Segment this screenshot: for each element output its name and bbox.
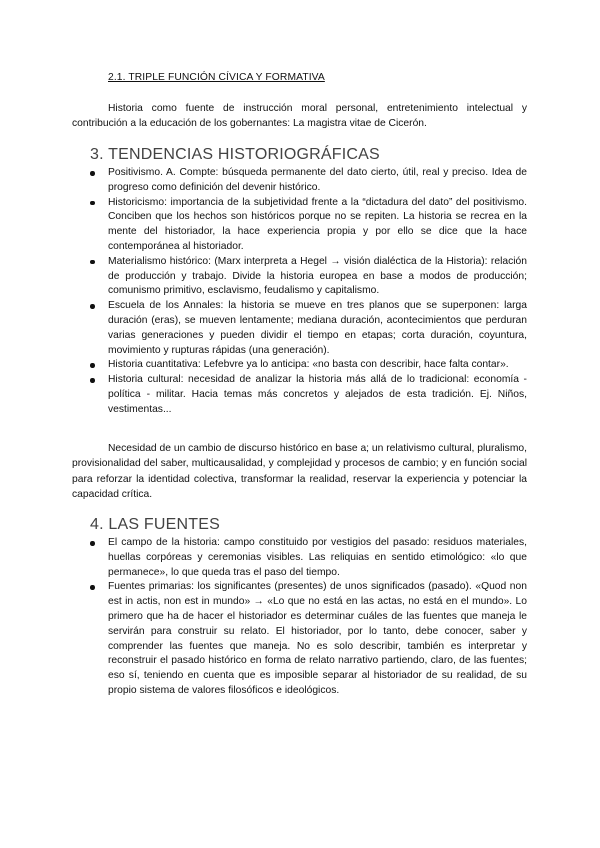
fuentes-list: [90, 536, 527, 699]
bullet-icon: [90, 363, 95, 368]
list-item: [90, 580, 527, 698]
list-item-text: Fuentes primarias: los significantes (presentes) de unos significados (pasado). «Quod non est in actis, non est in mundo» → «Lo que no está en las actas, no está en el mundo». Lo primero que ha de hacer el historiador es determinar cuáles de las fuentes que maneja le servirán para construir su relato. El historiador, por lo tanto, debe conocer, saber y comprender las fuentes que maneja. No es solo describir, también es interpretar y reconstruir el pasado histórico en forma de relato narrativo partiendo, claro, de las fuentes; eso sí, teniendo en cuenta que es imposible separar al historiador de su realidad, de su propio sistema de valores filosóficos e ideológicos.: [108, 581, 527, 696]
closing-paragraph: Necesidad de un cambio de discurso histórico en base a; un relativismo cultural, pluralismo, provisionalidad del saber, multicausalidad, y complejidad y procesos de cambio; y en función social para reforzar la identidad colectiva, transformar la realidad, reservar la experiencia y potenciar la capacidad crítica.: [72, 443, 527, 500]
list-item: [90, 196, 527, 255]
bullet-icon: [90, 201, 95, 206]
list-item-text: Escuela de los Annales: la historia se mueve en tres planos que se superponen: larga duración (eras), se mueven lentamente; mediana duración, acontecimientos que perduran varias generaciones y pueden dividir el tiempo en etapas; corta duración, coyuntura, movimiento y rupturas rápidas (una generación).: [108, 300, 527, 356]
section-heading-fuentes: 4. LAS FUENTES: [90, 516, 220, 533]
bullet-icon: [90, 304, 95, 309]
list-item: [90, 255, 527, 299]
tendencias-list: [90, 166, 527, 418]
list-item-text: El campo de la historia: campo constituido por vestigios del pasado: residuos materiales, huellas corpóreas y ceremonias visibles. Las reliquias en sentido etimológico: «lo que permanece», lo que queda tras el paso del tiempo.: [108, 537, 527, 578]
bullet-icon: [90, 541, 95, 546]
list-item: [90, 373, 527, 417]
list-item-text: Positivismo. A. Compte: búsqueda permanente del dato cierto, útil, real y preciso. Idea de progreso como definición del devenir histórico.: [108, 167, 527, 193]
list-item: [90, 536, 527, 580]
list-item-text: Historia cultural: necesidad de analizar la historia más allá de lo tradicional: economía - política - militar. Hacia temas más concretos y alejados de esta tradición. Ej. Niños, vestimentas...: [108, 374, 527, 415]
bullet-icon: [90, 378, 95, 383]
intro-paragraph: Historia como fuente de instrucción moral personal, entretenimiento intelectual y contribución a la educación de los gobernantes: La magistra vitae de Cicerón.: [72, 103, 527, 130]
list-item-text: Historia cuantitativa: Lefebvre ya lo anticipa: «no basta con describir, hace falta contar».: [108, 359, 509, 371]
list-item: [90, 358, 527, 373]
list-item: [90, 299, 527, 358]
list-item: [90, 166, 527, 196]
subheading-triple-funcion: 2.1. TRIPLE FUNCIÓN CÍVICA Y FORMATIVA: [108, 72, 325, 83]
list-item-text: Materialismo histórico: (Marx interpreta a Hegel → visión dialéctica de la Historia): relación de producción y trabajo. Divide la historia europea en base a modos de producción; comunismo primitivo, esclavismo, feudalismo y capitalismo.: [108, 255, 527, 297]
bullet-icon: [90, 585, 95, 590]
section-heading-tendencias: 3. TENDENCIAS HISTORIOGRÁFICAS: [90, 146, 380, 163]
bullet-icon: [90, 171, 95, 176]
bullet-icon: [90, 260, 95, 265]
list-item-text: Historicismo: importancia de la subjetividad frente a la “dictadura del dato” del positivismo. Conciben que los hechos son históricos porque no se repiten. La historia se recrea en la mente del historiador, la hace experiencia propia y por ello se dice que la hace contemporánea al historiador.: [108, 196, 527, 252]
